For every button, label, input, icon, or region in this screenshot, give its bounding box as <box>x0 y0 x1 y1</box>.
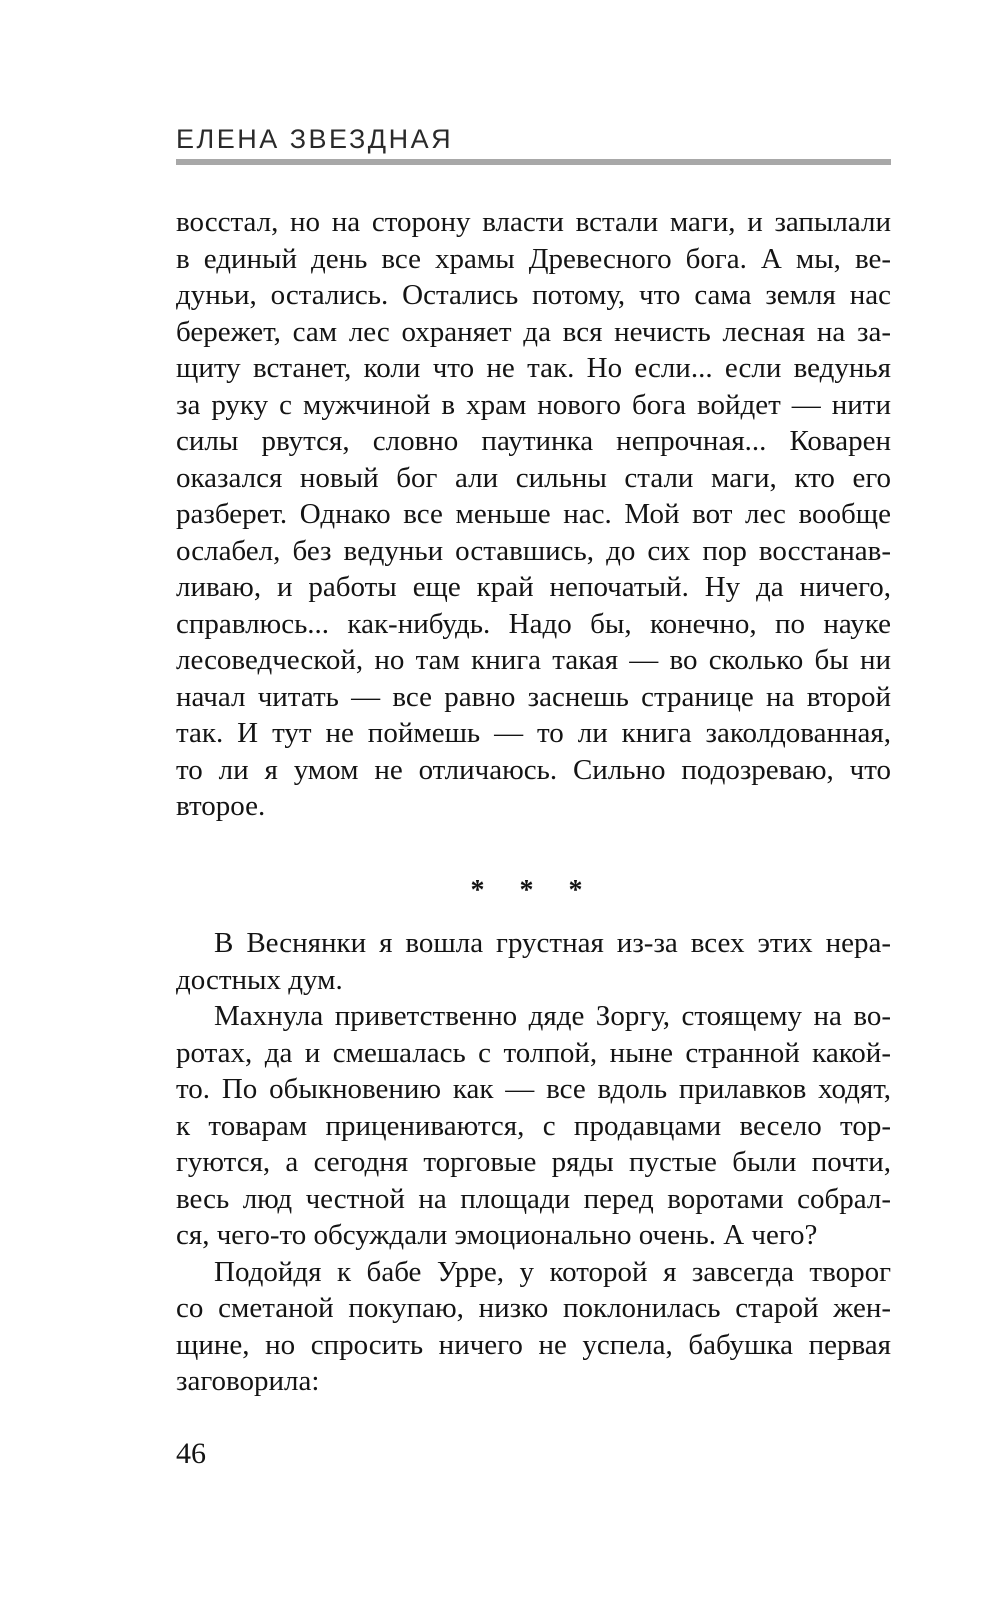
section-break: * * * <box>470 875 597 906</box>
header-rule <box>176 159 891 165</box>
text-line: щиту встанет, коли что не так. Но если... если ведунья <box>176 352 891 384</box>
text-line: за руку с мужчиной в храм нового бога войдет — нити <box>176 388 891 421</box>
text-line: то ли я умом не отличаюсь. Сильно подозреваю, что <box>176 753 891 786</box>
text-line: то. По обыкновению как — все вдоль прилавков ходят, <box>176 1073 891 1105</box>
text-line: Махнула приветственно дяде Зоргу, стоящему на во- <box>214 1000 891 1032</box>
text-line: силы рвутся, словно паутинка непрочная... Коварен <box>176 425 891 457</box>
paragraphs-after-break <box>176 925 891 1400</box>
text-line: бережет, сам лес охраняет да вся нечисть лесная на за- <box>176 315 891 348</box>
text-line: ливаю, и работы еще край непочатый. Ну да ничего, <box>176 571 891 603</box>
text-line: ротах, да и смешалась с толпой, ныне странной какой- <box>176 1036 891 1069</box>
text-line: справлюсь... как-нибудь. Надо бы, конечно, по науке <box>176 607 891 640</box>
text-line: со сметаной покупаю, низко поклонилась старой жен- <box>176 1292 891 1324</box>
text-line: В Веснянки я вошла грустная из-за всех этих нера- <box>214 927 891 959</box>
text-line: второе. <box>176 790 266 822</box>
text-line: лесоведческой, но там книга такая — во сколько бы ни <box>176 644 891 676</box>
text-line: в единый день все храмы Древесного бога. А мы, ве- <box>176 242 891 275</box>
text-line: гуются, а сегодня торговые ряды пустые были почти, <box>176 1146 891 1178</box>
paragraph-continued <box>176 204 891 825</box>
text-line: начал читать — все равно заснешь странице на второй <box>176 680 891 713</box>
text-line: достных дум. <box>176 963 343 996</box>
text-line: восстал, но на сторону власти встали маги, и запылали <box>176 206 891 238</box>
text-line: Подойдя к бабе Урре, у которой я завсегда творог <box>214 1255 891 1288</box>
page-number: 46 <box>176 1437 206 1470</box>
text-line: щине, но спросить ничего не успела, бабушка первая <box>176 1328 891 1361</box>
text-line: оказался новый бог али сильны стали маги, кто его <box>176 461 891 494</box>
text-line: заговорила: <box>176 1365 320 1397</box>
text-line: к товарам прицениваются, с продавцами весело тор- <box>176 1109 891 1142</box>
text-line: так. И тут не поймешь — то ли книга заколдованная, <box>176 717 891 749</box>
text-line: ослабел, без ведуньи оставшись, до сих пор восстанав- <box>176 534 891 567</box>
text-line: ся, чего-то обсуждали эмоционально очень. А чего? <box>176 1219 818 1251</box>
text-line: весь люд честной на площади перед воротами собрал- <box>176 1182 891 1215</box>
running-head: ЕЛЕНА ЗВЕЗДНАЯ <box>176 124 454 154</box>
text-line: дуньи, остались. Остались потому, что сама земля нас <box>176 279 891 311</box>
text-line: разберет. Однако все меньше нас. Мой вот лес вообще <box>176 498 891 530</box>
